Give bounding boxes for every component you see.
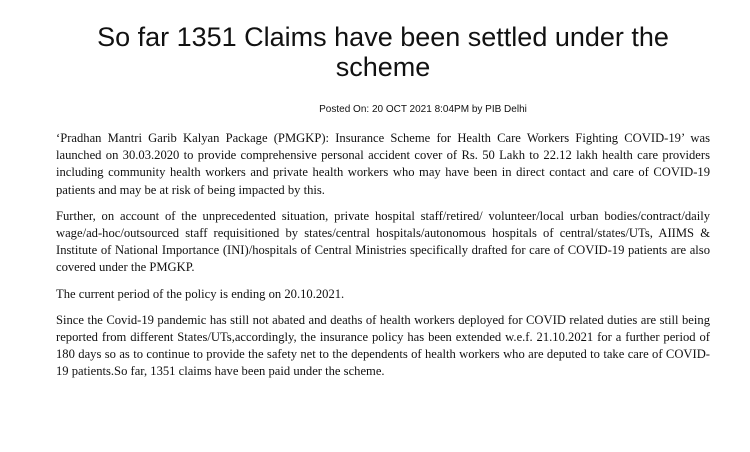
paragraph-scheme-intro: ‘Pradhan Mantri Garib Kalyan Package (PMGKP): Insurance Scheme for Health Care Workers Fighting COVID-19’ was launched on 30.03.2020 to provide comprehensive personal accident cover of Rs. 50 Lakh to 22.12 lakh health care providers including community health workers and private health workers who may have been in direct contact and care of COVID-19 patients and may be at risk of being impacted by this. <box>56 131 710 197</box>
paragraph-policy-period: The current period of the policy is ending on 20.10.2021. <box>56 286 345 301</box>
article-body <box>56 130 710 381</box>
paragraph-policy-extended: Since the Covid-19 pandemic has still not abated and deaths of health workers deployed for COVID related duties are still being reported from different States/UTs,accordingly, the insurance policy has been extended w.e.f. 21.10.2021 for a further period of 180 days so as to continue to provide the safety net to the dependents of health workers who are deputed to take care of COVID-19 patients.So far, 1351 claims have been paid under the scheme. <box>56 312 710 379</box>
press-release-page <box>0 22 750 452</box>
posted-on-line: Posted On: 20 OCT 2021 8:04PM by PIB Delhi <box>319 104 527 115</box>
article-title: So far 1351 Claims have been settled under the scheme <box>97 22 669 82</box>
paragraph-coverage-extension: Further, on account of the unprecedented situation, private hospital staff/retired/ volunteer/local urban bodies/contract/daily wage/ad-hoc/outsourced staff requisitioned by states/central hospitals/autonomous hospitals of central/states/UTs, AIIMS & Institute of National Importance (INI)/hospitals of Central Ministries specifically drafted for care of COVID-19 patients are also covered under the PMGKP. <box>56 208 710 275</box>
